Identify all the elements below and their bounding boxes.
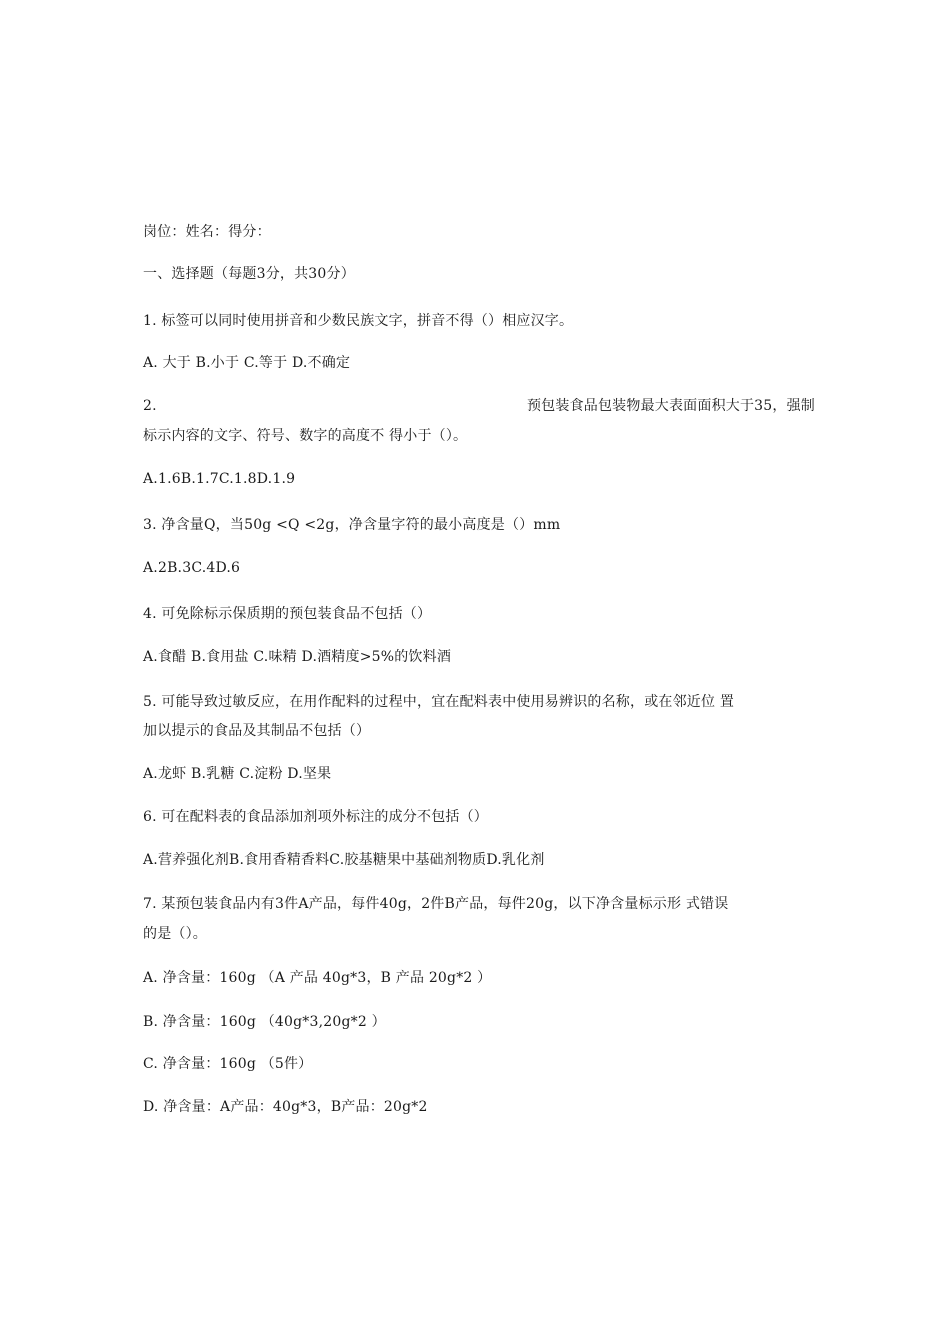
question-3-options: A.2B.3C.4D.6 [143, 560, 241, 576]
question-6-options: A.营养强化剂B.食用香精香料C.胶基糖果中基础剂物质D.乳化剂 [143, 852, 545, 868]
question-1-stem: 1. 标签可以同时使用拼音和少数民族文字，拼音不得（）相应汉字。 [143, 313, 574, 329]
question-4-stem: 4. 可免除标示保质期的预包装食品不包括（） [143, 606, 432, 622]
question-7-option-b: B. 净含量：160g （40g*3,20g*2 ） [143, 1014, 386, 1030]
question-6-stem: 6. 可在配料表的食品添加剂项外标注的成分不包括（） [143, 809, 489, 825]
header-fields: 岗位：姓名：得分： [143, 224, 271, 240]
question-2-stem-line-1: 预包装食品包装物最大表面面积大于35，强制 [526, 398, 815, 414]
question-7-option-a: A. 净含量：160g （A 产品 40g*3，B 产品 20g*2 ） [143, 970, 492, 986]
question-2-options: A.1.6B.1.7C.1.8D.1.9 [143, 471, 296, 487]
question-4-options: A.食醋 B.食用盐 C.味精 D.酒精度>5%的饮料酒 [143, 649, 452, 665]
question-5-options: A.龙虾 B.乳糖 C.淀粉 D.坚果 [143, 766, 332, 782]
question-5-stem-line-2: 加以提示的食品及其制品不包括（） [143, 723, 371, 739]
question-7-option-d: D. 净含量：A产品：40g*3，B产品：20g*2 [143, 1099, 428, 1115]
section-title: 一、选择题（每题3分，共30分） [143, 266, 355, 282]
question-3-stem: 3. 净含量Q，当50g <Q <2g，净含量字符的最小高度是（）mm [143, 517, 561, 533]
question-2-stem-line-2: 标示内容的文字、符号、数字的高度不 得小于（）。 [143, 428, 468, 444]
question-1-options: A. 大于 B.小于 C.等于 D.不确定 [143, 355, 351, 371]
question-2-number: 2. [143, 398, 157, 414]
question-7-stem-line-2: 的是（）。 [143, 926, 207, 942]
question-7-option-c: C. 净含量：160g （5件） [143, 1056, 313, 1072]
question-7-stem-line-1: 7. 某预包装食品内有3件A产品，每件40g，2件B产品，每件20g，以下净含量标示形 式错误 [143, 896, 729, 912]
question-5-stem-line-1: 5. 可能导致过敏反应，在用作配料的过程中，宜在配料表中使用易辨识的名称，或在邻近位 置 [143, 694, 735, 710]
